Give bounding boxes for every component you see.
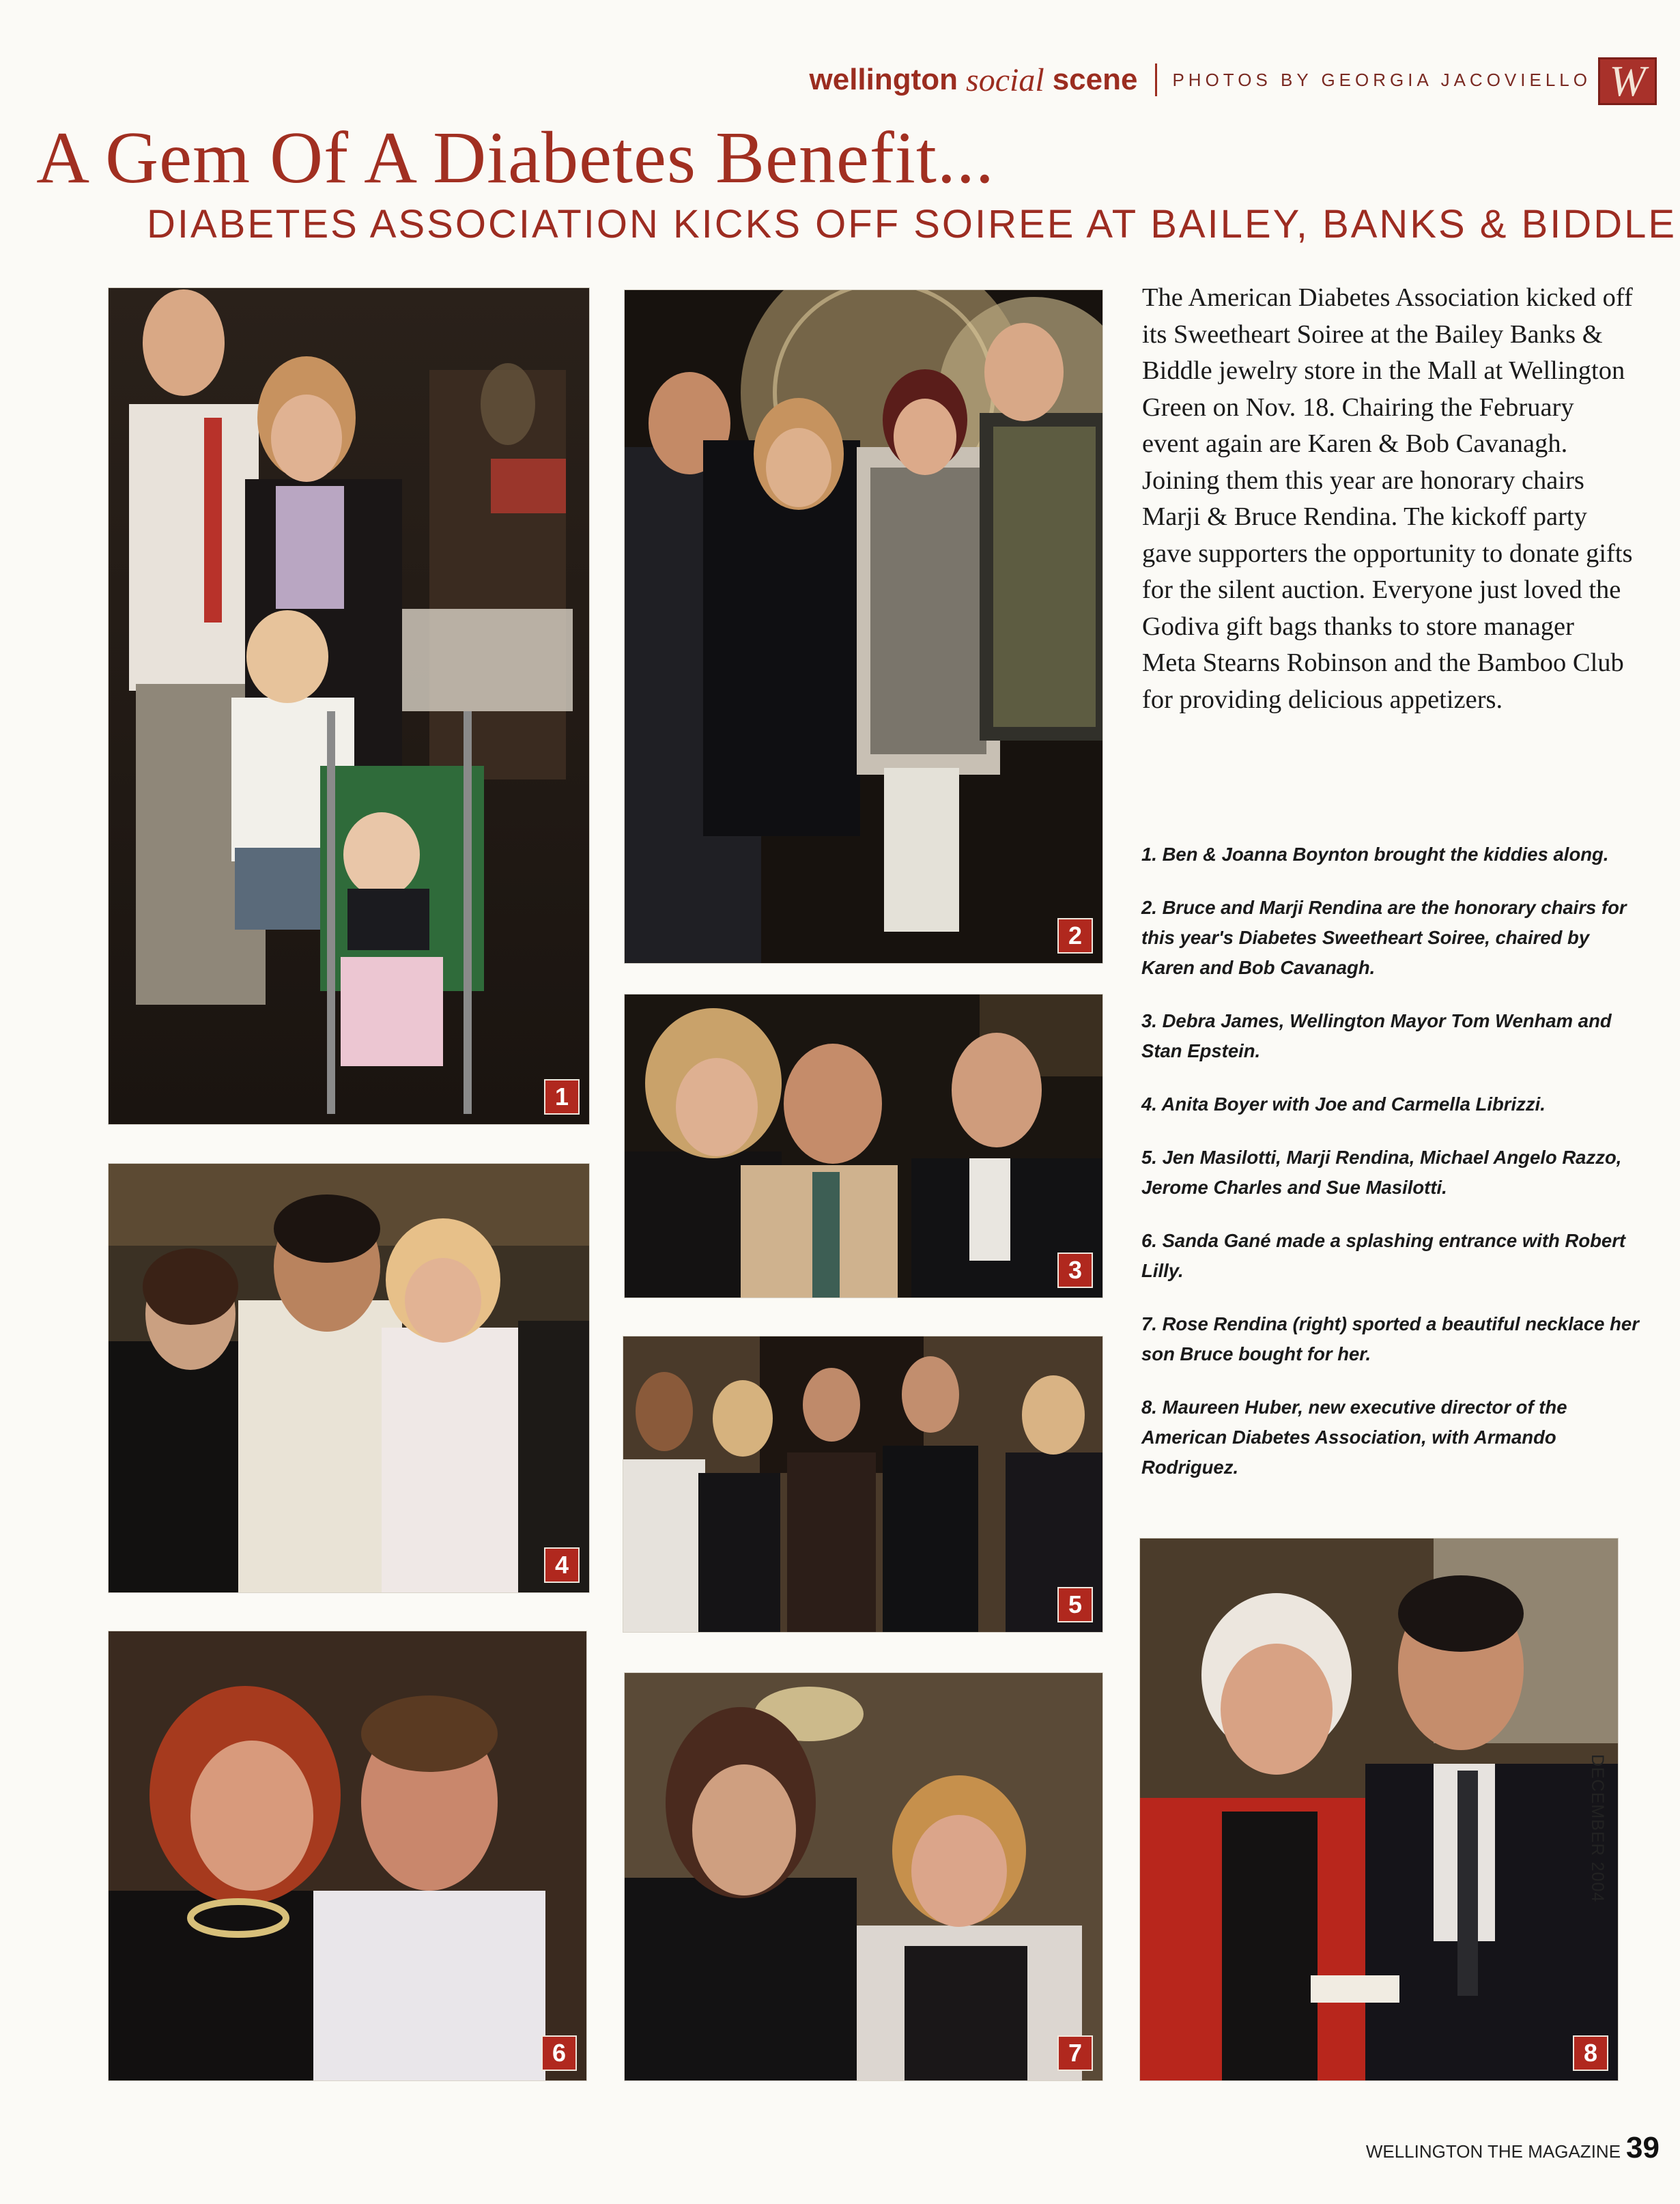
issue-date: DECEMBER 2004: [1588, 1754, 1607, 1903]
photo-4-number-badge: 4: [544, 1547, 580, 1583]
caption-6: 6. Sanda Gané made a splashing entrance with Robert Lilly.: [1141, 1230, 1626, 1281]
section-divider: [1155, 63, 1157, 96]
article-body: The American Diabetes Association kicked off its Sweetheart Soiree at the Bailey Banks & Biddle jewelry store in the Mall at Wellington Green on Nov. 18. Chairing the February event again are Karen & Bob Cavanagh. Joining them this year are honorary chairs Marji & Bruce Rendina. The kickoff party gave supporters the opportunity to donate gifts for the silent auction. Everyone just loved the Godiva gift bags thanks to store manager Meta Stearns Robinson and the Bamboo Club for providing delicious appetizers.: [1142, 283, 1633, 714]
photo-4: [108, 1163, 590, 1593]
photo-3-image: [625, 994, 1102, 1298]
headline: A Gem Of A Diabetes Benefit...: [36, 117, 995, 199]
photo-6-number-badge: 6: [541, 2035, 577, 2071]
magazine-logo: [1598, 57, 1657, 105]
photo-7: [624, 1672, 1103, 2081]
magazine-name: WELLINGTON THE MAGAZINE: [1365, 2141, 1621, 2162]
photo-8-image: [1140, 1538, 1618, 2080]
caption-4: 4. Anita Boyer with Joe and Carmella Librizzi.: [1141, 1093, 1546, 1115]
page-number: 39: [1626, 2131, 1660, 2164]
photo-captions: [1141, 840, 1647, 1506]
section-header: [810, 56, 1591, 104]
photo-3-number-badge: 3: [1057, 1253, 1093, 1288]
photo-6-image: [109, 1631, 586, 2080]
photo-5-number-badge: 5: [1057, 1587, 1093, 1622]
photo-2-image: [625, 290, 1102, 963]
photo-1-image: [109, 288, 589, 1124]
photo-5-image: [623, 1336, 1102, 1632]
section-name-scene: scene: [1052, 63, 1138, 96]
photo-5: [623, 1336, 1103, 1633]
subheadline: DIABETES ASSOCIATION KICKS OFF SOIREE AT BAILEY, BANKS & BIDDLE: [147, 202, 1677, 246]
photo-8: [1139, 1538, 1619, 2081]
photo-1: [108, 287, 590, 1125]
photo-7-image: [625, 1673, 1102, 2080]
page-footer: [1366, 2131, 1660, 2165]
caption-7: 7. Rose Rendina (right) sported a beautiful necklace her son Bruce bought for her.: [1141, 1313, 1639, 1364]
photo-credit: PHOTOS BY GEORGIA JACOVIELLO: [1172, 69, 1591, 90]
photo-8-number-badge: 8: [1573, 2035, 1608, 2071]
caption-8: 8. Maureen Huber, new executive director of the American Diabetes Association, with Armando Rodriguez.: [1141, 1397, 1567, 1478]
logo-letter: W: [1609, 57, 1646, 105]
photo-1-number-badge: 1: [544, 1079, 580, 1115]
caption-2: 2. Bruce and Marji Rendina are the honorary chairs for this year's Diabetes Sweetheart Soiree, chaired by Karen and Bob Cavanagh.: [1141, 897, 1627, 978]
caption-1: 1. Ben & Joanna Boynton brought the kiddies along.: [1141, 844, 1609, 865]
photo-6: [108, 1631, 587, 2081]
photo-7-number-badge: 7: [1057, 2035, 1093, 2071]
section-name-wellington: wellington: [809, 63, 958, 96]
photo-2: [624, 289, 1103, 964]
photo-4-image: [109, 1164, 589, 1592]
photo-2-number-badge: 2: [1057, 918, 1093, 954]
caption-3: 3. Debra James, Wellington Mayor Tom Wenham and Stan Epstein.: [1141, 1010, 1612, 1061]
photo-3: [624, 994, 1103, 1298]
section-name-social: social: [966, 61, 1044, 98]
caption-5: 5. Jen Masilotti, Marji Rendina, Michael Angelo Razzo, Jerome Charles and Sue Masilotti.: [1141, 1147, 1622, 1198]
